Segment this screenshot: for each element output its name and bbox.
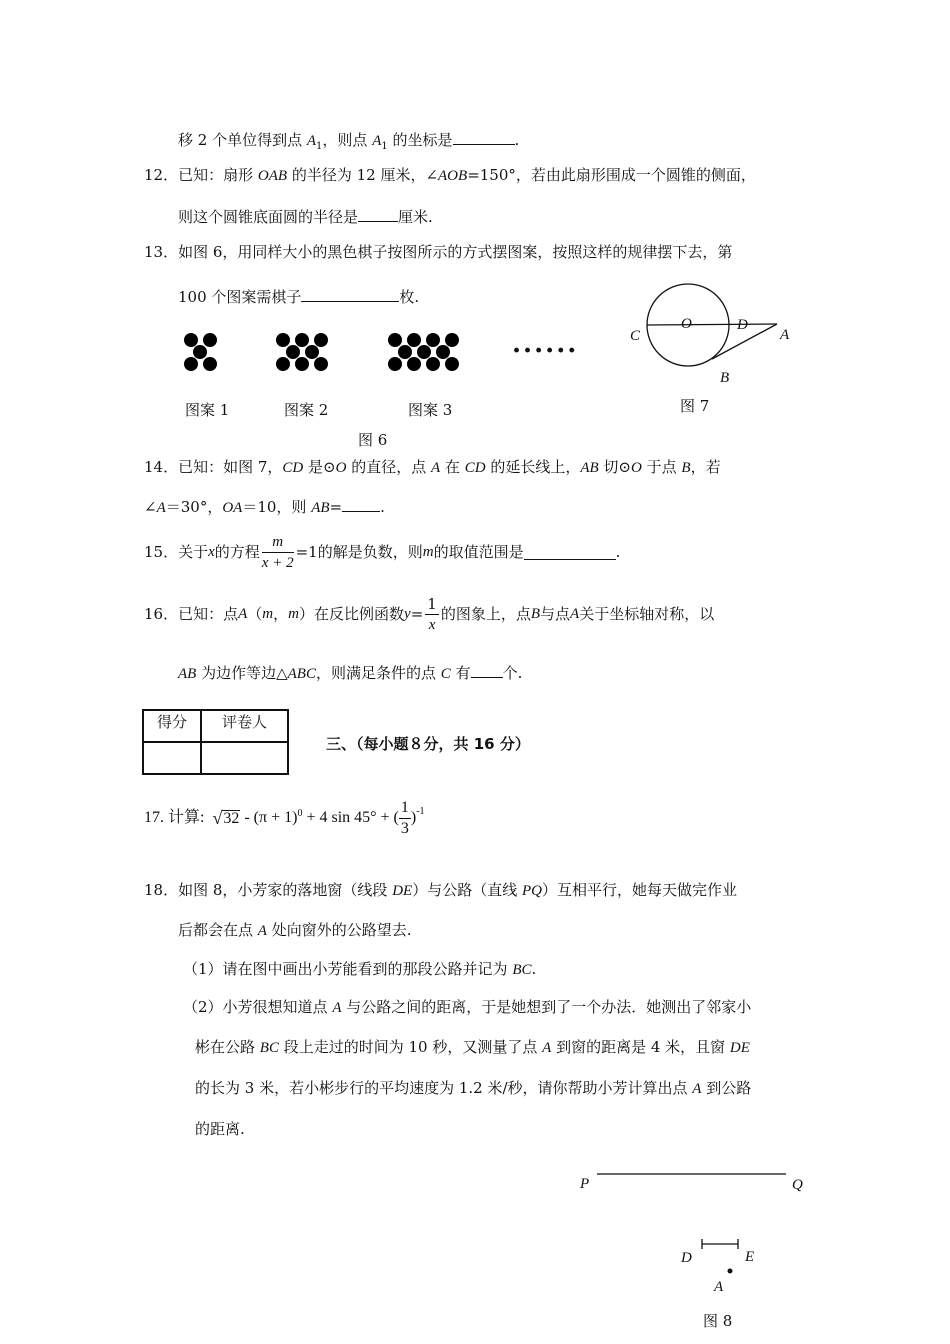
label-p: P: [580, 1176, 590, 1192]
chess-piece: [407, 333, 421, 347]
label-q: Q: [792, 1177, 803, 1193]
figure-6-caption: 图 6: [358, 431, 388, 449]
question-14-line1: 14．已知：如图 7，CD 是⊙O 的直径，点 A 在 CD 的延长线上，AB 切⊙O 于点 B，若: [144, 458, 721, 476]
section-3-heading: 三、（每小题８分，共 16 分）: [326, 735, 530, 753]
question-13-line2: 100 个图案需棋子 枚.: [178, 288, 420, 306]
question-18-part2-line4: 的距离.: [195, 1120, 245, 1138]
question-18-line2: 后都会在点 A 处向窗外的公路望去.: [178, 921, 412, 939]
score-table: [142, 709, 289, 775]
chess-piece: [388, 357, 402, 371]
question-18-part2-line2: 彬在公路 BC 段上走过的时间为 10 秒，又测量了点 A 到窗的距离是 4 米，且窗 DE: [195, 1038, 750, 1056]
question-18-line1: 18．如图 8，小芳家的落地窗（线段 DE）与公路（直线 PQ）互相平行，她每天做完作业: [144, 881, 737, 899]
answer-blank: [358, 207, 398, 222]
question-12-line2: 则这个圆锥底面圆的半径是 厘米.: [178, 208, 433, 226]
question-13-line1: 13．如图 6，用同样大小的黑色棋子按图所示的方式摆图案，按照这样的规律摆下去，第: [144, 243, 733, 261]
label-o: O: [681, 316, 692, 332]
fraction-1-over-x: $\frac{1}{x}$: [427, 594, 437, 633]
question-12-line1: 12．已知：扇形 OAB 的半径为 12 厘米，∠AOB=150°，若由此扇形围成一个圆锥的侧面，: [144, 166, 756, 184]
label-a: A: [714, 1279, 724, 1295]
chess-piece: [203, 333, 217, 347]
label-a: A: [780, 327, 790, 343]
question-16-line2: AB 为边作等边△ABC，则满足条件的点 C 有 个.: [178, 664, 523, 682]
pattern-1-label: 图案 1: [185, 401, 230, 419]
chess-piece: [314, 333, 328, 347]
question-18-part1: （1）请在图中画出小芳能看到的那段公路并记为 BC.: [183, 960, 537, 978]
chess-piece: [426, 333, 440, 347]
sqrt-symbol: √: [212, 808, 223, 828]
pattern-2-label: 图案 2: [284, 401, 329, 419]
chess-piece: [407, 357, 421, 371]
chess-piece: [295, 357, 309, 371]
label-e: E: [745, 1249, 755, 1265]
question-15: 15． 关于 x 的方程 $\frac{m}{x + 2}$ =1 的解是负数，则 m 的取值范围是 .: [144, 533, 621, 571]
fraction-1-over-3: $\frac{1}{3}$: [400, 798, 409, 837]
question-18-part2-line3: 的长为 3 米，若小彬步行的平均速度为 1.2 米/秒，请你帮助小芳计算出点 A 到公路: [195, 1079, 752, 1097]
figure-7-caption: 图 7: [680, 397, 710, 415]
answer-blank: [453, 130, 515, 145]
figure-8-caption: 图 8: [703, 1312, 733, 1330]
question-17: 17. 计算: √ 32 - (π + 1) $^0$ + 4 sin 45° + ( $\frac{1}{3}$ ) $^{-1}$: [144, 798, 425, 837]
question-18-part2-line1: （2）小芳很想知道点 A 与公路之间的距离，于是她想到了一个办法．她测出了邻家小: [183, 998, 752, 1016]
chess-piece: [314, 357, 328, 371]
label-b: B: [720, 370, 730, 386]
chess-piece: [193, 345, 207, 359]
chess-piece: [203, 357, 217, 371]
chess-piece: [426, 357, 440, 371]
answer-blank: [524, 545, 616, 560]
chess-piece: [388, 333, 402, 347]
grader-header: 评卷人: [201, 710, 288, 742]
answer-blank: [471, 663, 503, 678]
chess-piece: [184, 357, 198, 371]
chess-piece: [276, 333, 290, 347]
grader-cell: [201, 742, 288, 774]
chess-piece: [445, 357, 459, 371]
chess-piece: [445, 333, 459, 347]
answer-blank: [342, 497, 380, 512]
score-cell: [143, 742, 201, 774]
label-c: C: [630, 328, 641, 344]
label-d: D: [681, 1250, 692, 1266]
pattern-3-label: 图案 3: [408, 401, 453, 419]
fraction-m-over-x-plus-2: $\frac{m}{x + 2}$: [261, 533, 294, 571]
q11-continuation: 移 2 个单位得到点 $A_1$，则点 $A_1$ 的坐标是 .: [178, 131, 520, 152]
chess-piece: [295, 333, 309, 347]
question-16-line1: 16． 已知：点 A （ m ， m ）在反比例函数 y = $\frac{1}{x}$ 的图象上，点 B 与点 A 关于坐标轴对称，以: [144, 594, 715, 633]
line-ca: [647, 324, 777, 325]
chess-piece: [276, 357, 290, 371]
score-header: 得分: [143, 710, 201, 742]
label-d: D: [737, 317, 748, 333]
road-window-diagram: [590, 1165, 800, 1275]
ellipsis: ······: [512, 336, 579, 366]
answer-blank: [301, 287, 399, 302]
question-14-line2: ∠A＝30°，OA＝10，则 AB= .: [144, 498, 385, 516]
point-a: [728, 1269, 733, 1274]
